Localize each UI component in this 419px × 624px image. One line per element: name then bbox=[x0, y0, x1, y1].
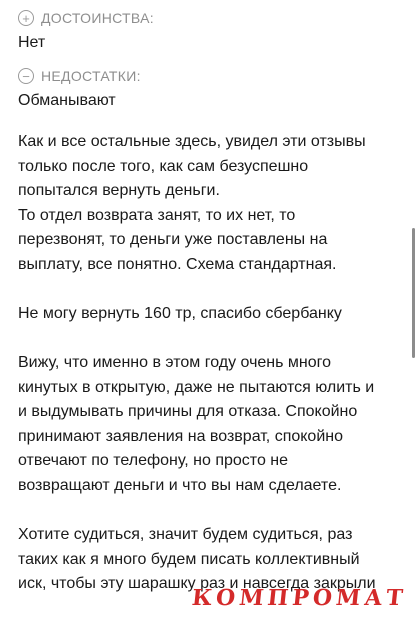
review-paragraph-2 bbox=[18, 302, 400, 327]
watermark: КОМПРОМАТ bbox=[190, 585, 409, 611]
review-line: попытался вернуть деньги. bbox=[18, 182, 220, 199]
review-line: только после того, как сам безуспешно bbox=[18, 157, 309, 175]
cons-header bbox=[18, 68, 141, 84]
review-line: таких как я много будем писать коллективный bbox=[18, 550, 360, 568]
review-line: кинутых в открытую, даже не пытаются юлить и bbox=[18, 378, 375, 396]
scrollbar[interactable] bbox=[412, 228, 415, 358]
review-line: Хотите судиться, значит будем судиться, раз bbox=[18, 526, 353, 543]
plus-circle-icon: + bbox=[18, 10, 34, 26]
review-line: То отдел возврата занят, то их нет, то bbox=[18, 206, 296, 224]
review-line: перезвонят, то деньги уже поставлены на bbox=[18, 231, 328, 248]
minus-circle-icon: − bbox=[18, 68, 34, 84]
pros-value: Нет bbox=[18, 34, 46, 51]
review-line: Вижу, что именно в этом году очень много bbox=[18, 354, 332, 371]
review-line: Как и все остальные здесь, увидел эти отзывы bbox=[18, 133, 366, 150]
review-line: возвращают деньги и что вы нам сделаете. bbox=[18, 476, 342, 494]
pros-label: ДОСТОИНСТВА: bbox=[41, 10, 154, 26]
review-line: иск, чтобы эту шарашку раз и навсегда закрыли bbox=[18, 575, 376, 592]
review-line: и выдумывать причины для отказа. Спокойно bbox=[18, 403, 358, 420]
cons-label: НЕДОСТАТКИ: bbox=[41, 68, 141, 84]
review-paragraph-1 bbox=[18, 130, 400, 277]
review-line: Не могу вернуть 160 тр, спасибо сбербанку bbox=[18, 305, 342, 322]
review-line: принимают заявления на возврат, спокойно bbox=[18, 427, 343, 445]
review-line: отвечают по телефону, но просто не bbox=[18, 452, 289, 469]
pros-header bbox=[18, 10, 154, 26]
review-paragraph-3 bbox=[18, 351, 400, 498]
cons-value: Обманывают bbox=[18, 92, 116, 109]
review-line: выплату, все понятно. Схема стандартная. bbox=[18, 255, 337, 273]
